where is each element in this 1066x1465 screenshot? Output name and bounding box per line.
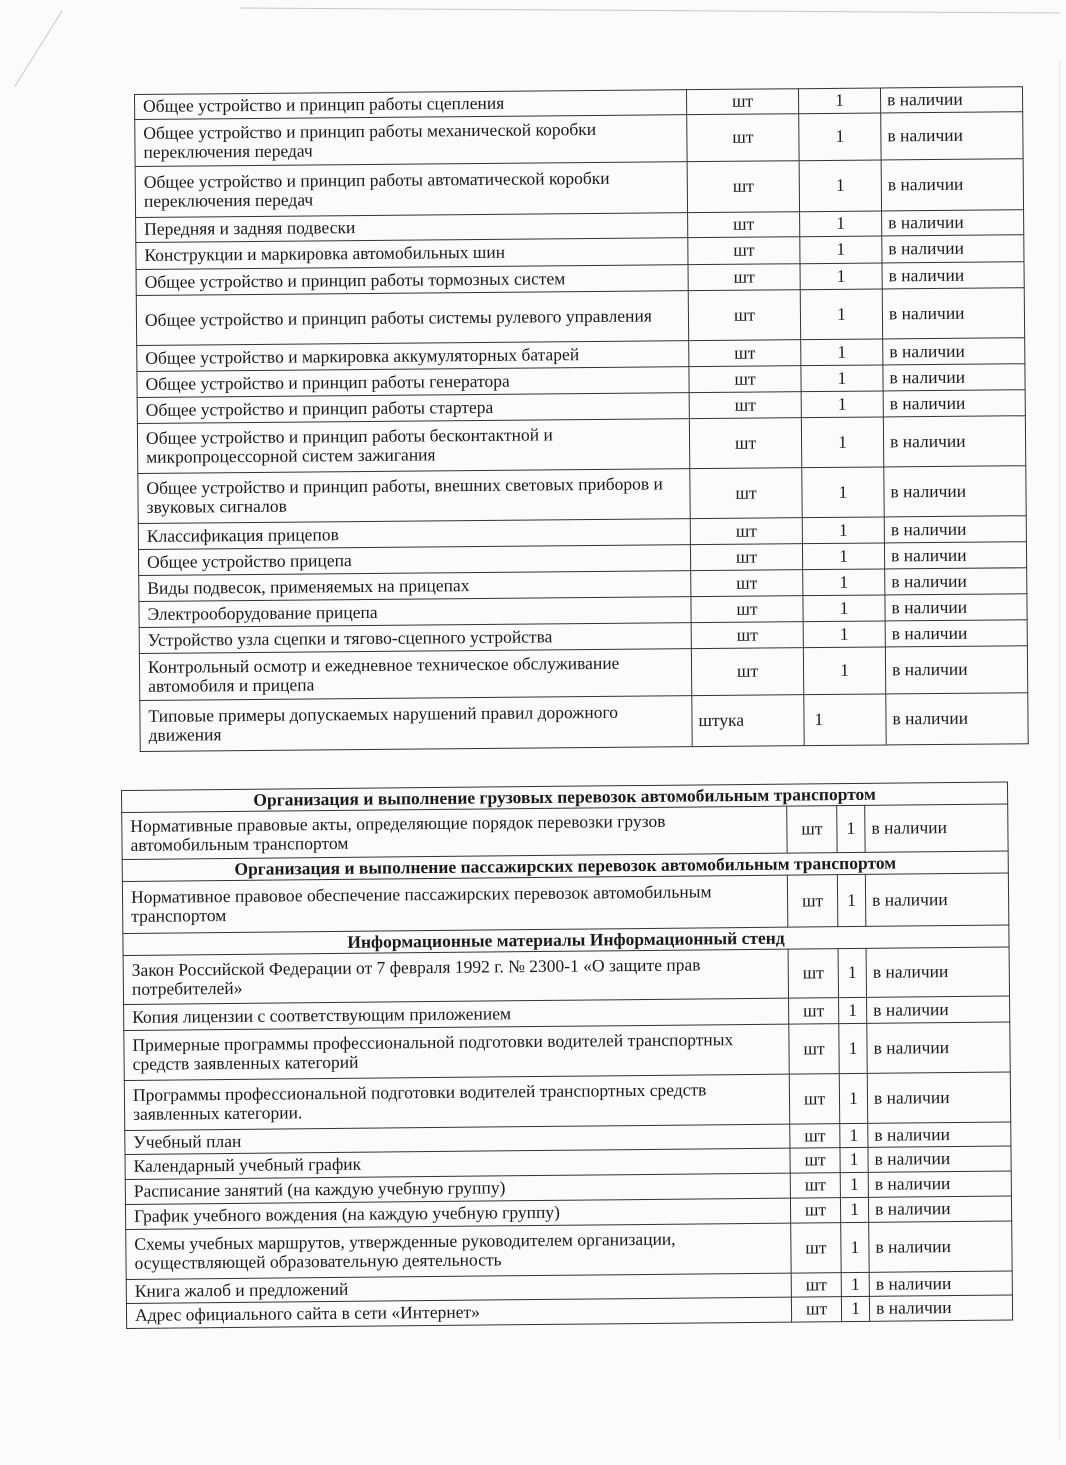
- item-name: Нормативные правовые акты, определяющие порядок перевозки грузов автомобильным транспортом: [122, 806, 787, 859]
- item-status: в наличии: [883, 364, 1025, 391]
- item-name: Адрес официального сайта в сети «Интернет»: [126, 1297, 791, 1328]
- item-qty: 1: [839, 1073, 867, 1123]
- scan-edge-left: [14, 10, 63, 87]
- item-status: в наличии: [886, 693, 1028, 745]
- item-unit: шт: [790, 1173, 840, 1198]
- item-status: в наличии: [883, 416, 1025, 467]
- item-qty: 1: [840, 1147, 868, 1172]
- item-unit: шт: [787, 875, 837, 927]
- item-status: в наличии: [869, 1295, 1012, 1321]
- item-name: Классификация прицепов: [138, 519, 690, 550]
- section-title: Организация и выполнение пассажирских перевозок автомобильным транспортом: [122, 851, 1008, 882]
- item-qty: 1: [803, 569, 885, 596]
- item-status: в наличии: [868, 1171, 1011, 1197]
- item-unit: шт: [789, 1024, 839, 1074]
- item-qty: 1: [803, 647, 885, 695]
- table-row: [124, 1072, 1010, 1131]
- item-name: Нормативное правовое обеспечение пассажирских перевозок автомобильным транспортом: [122, 875, 787, 933]
- item-status: в наличии: [868, 1146, 1011, 1172]
- section-title: Информационные материалы Информационный стенд: [123, 925, 1009, 956]
- item-name: Конструкции и маркировка автомобильных шин: [136, 238, 688, 270]
- table-row: [140, 693, 1028, 752]
- item-status: в наличии: [865, 804, 1008, 852]
- item-unit: шт: [791, 1273, 841, 1297]
- item-name: Календарный учебный график: [125, 1148, 790, 1179]
- item-status: в наличии: [882, 262, 1024, 289]
- table-row: [124, 1022, 1010, 1081]
- item-unit: шт: [687, 114, 799, 162]
- item-unit: шт: [688, 264, 800, 291]
- item-status: в наличии: [867, 996, 1010, 1023]
- item-name: Программы профессиональной подготовки водителей транспортных средств заявленных категории.: [124, 1074, 789, 1130]
- item-unit: шт: [787, 806, 837, 853]
- information-materials-table: [121, 781, 1013, 1328]
- item-name: Электрооборудование прицепа: [139, 597, 691, 628]
- item-unit: шт: [688, 237, 800, 265]
- table-row: [137, 416, 1025, 474]
- item-name: Устройство узла сцепки и тягово-сцепного устройства: [139, 623, 691, 654]
- item-status: в наличии: [866, 947, 1009, 997]
- item-status: в наличии: [883, 338, 1025, 365]
- item-unit: шт: [790, 1124, 840, 1148]
- item-status: в наличии: [884, 466, 1026, 517]
- table-row: [126, 1221, 1012, 1280]
- item-name: Копия лицензии с соответствующим приложением: [124, 998, 789, 1030]
- item-status: в наличии: [868, 1122, 1011, 1147]
- item-unit: шт: [689, 366, 801, 393]
- item-status: в наличии: [867, 1072, 1010, 1123]
- item-name: Общее устройство и принцип работы механической коробки переключения передач: [135, 115, 687, 167]
- item-unit: шт: [789, 1074, 839, 1124]
- item-name: Расписание занятий (на каждую учебную группу): [125, 1173, 790, 1204]
- item-name: Учебный план: [125, 1124, 790, 1154]
- item-status: в наличии: [883, 390, 1025, 417]
- item-unit: шт: [688, 290, 800, 341]
- item-qty: 1: [803, 595, 885, 622]
- item-status: в наличии: [882, 210, 1024, 236]
- item-qty: 1: [840, 1123, 868, 1147]
- scan-edge-right: [1059, 60, 1060, 1440]
- item-unit: шт: [691, 596, 803, 623]
- item-status: в наличии: [885, 620, 1027, 647]
- item-status: в наличии: [882, 235, 1024, 263]
- table-row: [139, 646, 1027, 701]
- item-name: Книга жалоб и предложений: [126, 1273, 791, 1303]
- item-name: Общее устройство и принцип работы сцепления: [135, 90, 687, 120]
- item-qty: 1: [838, 948, 866, 997]
- item-qty: 1: [839, 1023, 867, 1073]
- item-qty: 1: [799, 113, 881, 161]
- item-unit: шт: [791, 1223, 841, 1273]
- item-qty: 1: [839, 997, 867, 1023]
- item-unit: шт: [690, 468, 802, 519]
- item-unit: штука: [692, 695, 804, 747]
- table-row: [123, 947, 1009, 1005]
- item-name: Типовые примеры допускаемых нарушений правил дорожного движения: [140, 696, 692, 752]
- item-qty: 1: [841, 1296, 869, 1321]
- item-name: Закон Российской Федерации от 7 февраля 1992 г. № 2300-1 «О защите прав потребителей»: [123, 949, 788, 1004]
- item-status: в наличии: [869, 1271, 1012, 1296]
- item-name: Общее устройство и принцип работы, внешних световых приборов и звуковых сигналов: [138, 469, 690, 524]
- item-qty: 1: [841, 1222, 869, 1272]
- item-status: в наличии: [881, 159, 1023, 211]
- item-qty: 1: [802, 467, 884, 518]
- item-unit: шт: [790, 1148, 840, 1173]
- item-status: в наличии: [885, 594, 1027, 621]
- item-name: Передняя и задняя подвески: [136, 213, 688, 243]
- item-status: в наличии: [865, 873, 1009, 926]
- item-status: в наличии: [882, 288, 1024, 339]
- item-name: Общее устройство и принцип работы стартера: [137, 393, 689, 424]
- item-qty: 1: [799, 160, 881, 212]
- table-row: [135, 112, 1023, 167]
- item-qty: 1: [800, 289, 882, 340]
- item-unit: шт: [691, 570, 803, 597]
- equipment-table: [134, 86, 1029, 752]
- item-qty: 1: [800, 236, 882, 264]
- item-unit: шт: [688, 212, 800, 238]
- item-name: Общее устройство и принцип работы генератора: [137, 367, 689, 398]
- item-unit: шт: [690, 518, 802, 545]
- item-qty: 1: [803, 621, 885, 648]
- item-status: в наличии: [881, 112, 1023, 160]
- item-name: Общее устройство и принцип работы системы рулевого управления: [136, 291, 688, 346]
- item-status: в наличии: [884, 516, 1026, 543]
- item-qty: 1: [841, 1272, 869, 1296]
- item-name: Контрольный осмотр и ежедневное техническое обслуживание автомобиля и прицепа: [139, 649, 691, 701]
- item-qty: 1: [837, 874, 865, 926]
- item-unit: шт: [691, 622, 803, 649]
- item-unit: шт: [788, 949, 838, 998]
- item-status: в наличии: [868, 1196, 1011, 1222]
- item-unit: шт: [691, 648, 803, 696]
- item-status: в наличии: [884, 542, 1026, 569]
- section-title: Организация и выполнение грузовых перевозок автомобильным транспортом: [122, 782, 1008, 813]
- item-name: Общее устройство и принцип работы автоматической коробки переключения передач: [135, 162, 687, 218]
- item-qty: 1: [840, 1197, 868, 1222]
- item-unit: шт: [687, 161, 799, 213]
- table-row: [122, 804, 1008, 860]
- item-qty: 1: [801, 365, 883, 392]
- item-unit: шт: [686, 89, 798, 115]
- table-row: [122, 873, 1008, 934]
- table-row: [136, 288, 1024, 346]
- item-status: в наличии: [867, 1022, 1010, 1073]
- item-qty: 1: [804, 694, 886, 746]
- item-unit: шт: [689, 340, 801, 367]
- item-name: Общее устройство и принцип работы тормозных систем: [136, 265, 688, 296]
- item-status: в наличии: [869, 1221, 1012, 1272]
- item-unit: шт: [689, 418, 801, 469]
- scan-edge-top: [240, 7, 1060, 13]
- item-qty: 1: [802, 543, 884, 570]
- item-unit: шт: [789, 998, 839, 1024]
- table-row: [135, 159, 1023, 218]
- item-name: Общее устройство и маркировка аккумуляторных батарей: [137, 341, 689, 372]
- item-qty: 1: [801, 417, 883, 468]
- item-name: Общее устройство прицепа: [138, 545, 690, 576]
- item-qty: 1: [798, 88, 880, 114]
- item-unit: шт: [790, 1198, 840, 1223]
- item-qty: 1: [801, 391, 883, 418]
- item-unit: шт: [689, 392, 801, 419]
- item-name: Примерные программы профессиональной подготовки водителей транспортных средств заявленных категорий: [124, 1024, 789, 1080]
- item-qty: 1: [802, 517, 884, 544]
- item-unit: шт: [791, 1297, 841, 1322]
- item-name: Схемы учебных маршрутов, утвержденные руководителем организации, осуществляющей образовательную деятельность: [126, 1223, 791, 1279]
- item-qty: 1: [800, 211, 882, 237]
- item-status: в наличии: [880, 87, 1022, 113]
- item-name: График учебного вождения (на каждую учебную группу): [125, 1198, 790, 1229]
- item-name: Общее устройство и принцип работы бесконтактной и микропроцессорной систем зажигания: [137, 419, 689, 474]
- item-qty: 1: [801, 339, 883, 366]
- item-status: в наличии: [885, 646, 1027, 694]
- item-qty: 1: [800, 263, 882, 290]
- item-unit: шт: [690, 544, 802, 571]
- item-qty: 1: [840, 1172, 868, 1197]
- table-row: [138, 466, 1026, 524]
- item-qty: 1: [837, 805, 865, 852]
- item-name: Виды подвесок, применяемых на прицепах: [139, 571, 691, 602]
- item-status: в наличии: [885, 568, 1027, 595]
